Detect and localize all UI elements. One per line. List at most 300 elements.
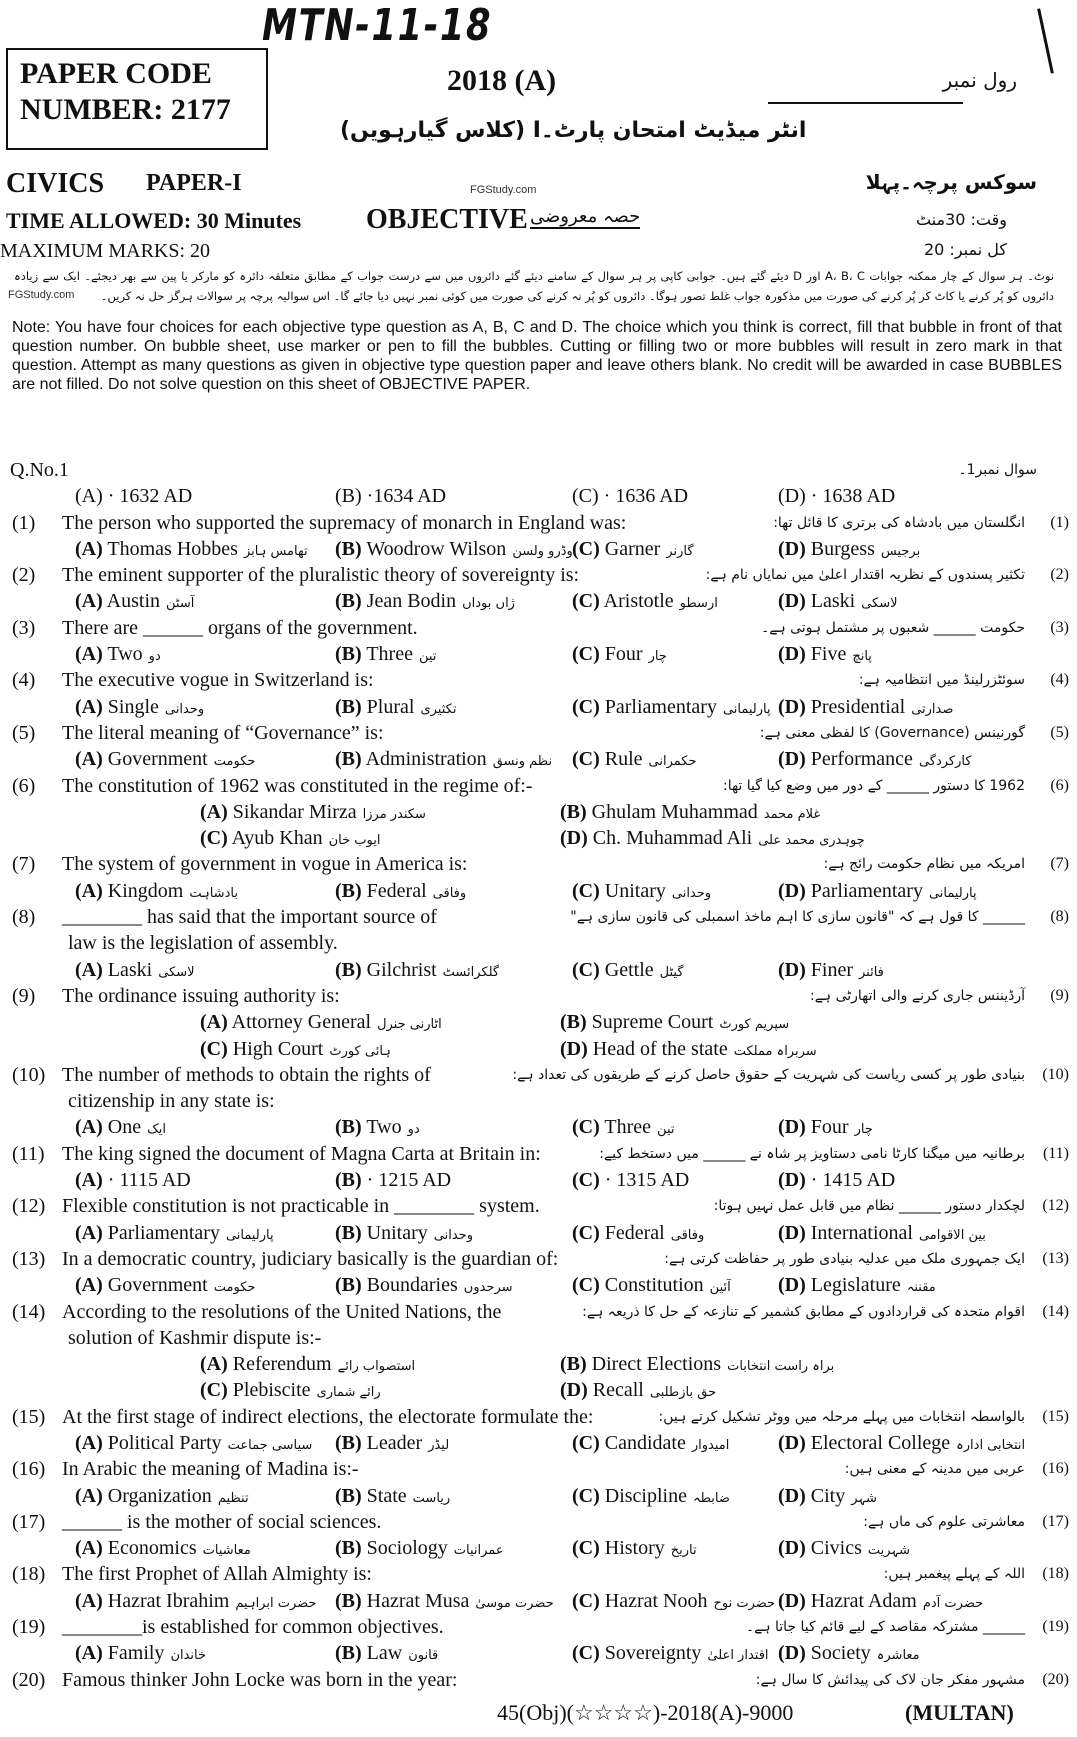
option-text: Gilchrist bbox=[366, 958, 437, 981]
option-text-urdu: عمرانیات bbox=[453, 1543, 504, 1559]
question-number-urdu: (3) bbox=[1050, 618, 1069, 636]
question-text: ______ is the mother of social sciences. bbox=[62, 1510, 382, 1533]
option-label: (A) bbox=[75, 537, 103, 560]
option-text-urdu: دو bbox=[407, 1122, 420, 1138]
option-text: Political Party bbox=[107, 1431, 222, 1454]
question-number-urdu: (17) bbox=[1042, 1512, 1069, 1530]
question-text-urdu: سوئٹزرلینڈ میں انتظامیہ ہے: bbox=[858, 672, 1025, 689]
option-label: (A) bbox=[75, 1221, 103, 1244]
question-number-urdu: (20) bbox=[1042, 1670, 1069, 1688]
exam-year: 2018 (A) bbox=[447, 64, 557, 97]
option-text-urdu: دو bbox=[148, 649, 161, 665]
option-c bbox=[572, 588, 718, 617]
option-text: Unitary bbox=[604, 879, 666, 902]
time-urdu: وقت: 30منٹ bbox=[915, 210, 1007, 229]
option-label: (C) bbox=[572, 1221, 600, 1244]
question-number-urdu: (4) bbox=[1050, 671, 1069, 689]
question-text: law is the legislation of assembly. bbox=[68, 932, 338, 955]
question-text-urdu: مشہور مفکر جان لاک کی پیدائش کا سال ہے: bbox=[755, 1671, 1025, 1688]
option-b bbox=[335, 1483, 450, 1512]
question-line bbox=[0, 720, 1077, 746]
option-text: Performance bbox=[810, 748, 913, 771]
question-line bbox=[0, 667, 1077, 693]
question-text: Flexible constitution is not practicable in ________ system. bbox=[62, 1195, 540, 1218]
option-c bbox=[572, 1272, 731, 1301]
options-row bbox=[0, 588, 1077, 614]
option-label: (B) bbox=[335, 1116, 362, 1139]
option-text: Four bbox=[604, 643, 643, 666]
option-label: (B) bbox=[560, 1011, 587, 1034]
option-a bbox=[75, 878, 238, 907]
option-text: State bbox=[366, 1484, 407, 1507]
option-c bbox=[572, 641, 667, 670]
option-text: Two bbox=[366, 1116, 402, 1139]
question-number-urdu: (9) bbox=[1050, 986, 1069, 1004]
option-text-urdu: گیٹل bbox=[659, 964, 684, 980]
question-number-urdu: (14) bbox=[1042, 1302, 1069, 1320]
option-a bbox=[75, 536, 308, 565]
question-text: The system of government in vogue in America is: bbox=[62, 853, 468, 876]
option-b bbox=[560, 799, 820, 828]
option-b bbox=[560, 1351, 834, 1380]
option-text: Federal bbox=[366, 879, 427, 902]
question-text: At the first stage of indirect elections, the electorate formulate the: bbox=[62, 1405, 594, 1428]
question-text-urdu: ایک جمہوری ملک میں عدلیہ بنیادی طور پر حفاظت کرتی ہے: bbox=[664, 1250, 1025, 1267]
option-label: (C) bbox=[572, 1537, 600, 1560]
option-a bbox=[75, 694, 204, 723]
option-text: Civics bbox=[810, 1537, 862, 1560]
option-c bbox=[572, 1588, 775, 1617]
question-line bbox=[0, 1456, 1077, 1482]
option-text-urdu: حکومت bbox=[213, 754, 256, 770]
option-text-urdu: حضرت آدم bbox=[922, 1595, 984, 1611]
question-text: The constitution of 1962 was constituted in the regime of:- bbox=[62, 774, 533, 797]
option-text: Four bbox=[810, 1116, 849, 1139]
question-line bbox=[0, 1667, 1077, 1693]
marks-urdu: کل نمبر: 20 bbox=[923, 240, 1007, 259]
question-number: (2) bbox=[12, 564, 36, 587]
option-d bbox=[778, 1272, 936, 1301]
section-title: OBJECTIVE bbox=[366, 204, 528, 235]
option-text-urdu: ضابطہ bbox=[692, 1490, 730, 1506]
option-a: (A) · 1632 AD bbox=[75, 485, 193, 508]
question-line bbox=[0, 983, 1077, 1009]
option-text-urdu: چار bbox=[648, 649, 667, 665]
question-text: ________ has said that the important source of bbox=[62, 906, 437, 929]
question-line bbox=[0, 1088, 1077, 1114]
option-label: (A) bbox=[200, 800, 228, 823]
option-text: Hazrat Nooh bbox=[604, 1589, 708, 1612]
question-text-urdu: آرڈیننس جاری کرنے والی اتھارٹی ہے: bbox=[810, 987, 1025, 1004]
option-label: (C) bbox=[572, 1642, 600, 1665]
option-label: (C) bbox=[572, 1274, 600, 1297]
qno-label-line bbox=[0, 457, 1077, 483]
option-label: (C) bbox=[200, 1037, 228, 1060]
option-text-urdu: تین bbox=[418, 649, 437, 665]
question-number: (1) bbox=[12, 511, 36, 534]
option-label: (A) bbox=[75, 748, 103, 771]
roll-number-label: رول نمبر bbox=[942, 68, 1017, 92]
options-row bbox=[0, 1483, 1077, 1509]
option-c bbox=[572, 1430, 729, 1459]
option-label: (A) bbox=[75, 695, 103, 718]
option-d bbox=[778, 1430, 1025, 1459]
option-d bbox=[778, 746, 972, 775]
option-a bbox=[200, 1351, 415, 1380]
option-text-urdu: وفاقی bbox=[670, 1227, 705, 1243]
option-text: Single bbox=[107, 695, 159, 718]
option-label: (D) bbox=[778, 1221, 806, 1244]
option-d bbox=[778, 536, 920, 565]
question-text: According to the resolutions of the United Nations, the bbox=[62, 1300, 502, 1323]
option-text: Supreme Court bbox=[591, 1011, 714, 1034]
option-text: Finer bbox=[810, 958, 853, 981]
option-text: Family bbox=[107, 1642, 165, 1665]
option-text-urdu: حضرت موسیٰ bbox=[475, 1595, 554, 1611]
question-number: (6) bbox=[12, 774, 36, 797]
option-text: Five bbox=[810, 643, 847, 666]
question-line bbox=[0, 615, 1077, 641]
option-text-urdu: وحدانی bbox=[671, 885, 712, 901]
option-text: Administration bbox=[365, 748, 487, 771]
option-text: Burgess bbox=[810, 537, 875, 560]
option-d bbox=[778, 1535, 910, 1564]
option-text: High Court bbox=[232, 1037, 324, 1060]
option-text-urdu: حکمرانی bbox=[648, 754, 697, 770]
option-label: (B) bbox=[335, 1274, 362, 1297]
option-text: Plural bbox=[366, 695, 415, 718]
option-a bbox=[75, 957, 195, 986]
option-c bbox=[572, 1114, 674, 1143]
time-allowed: TIME ALLOWED: 30 Minutes bbox=[6, 208, 302, 233]
options-row bbox=[0, 1640, 1077, 1666]
question-line bbox=[0, 1246, 1077, 1272]
question-text-urdu: معاشرتی علوم کی ماں ہے: bbox=[863, 1513, 1025, 1530]
option-label: (D) bbox=[778, 1589, 806, 1612]
option-text: Kingdom bbox=[107, 879, 184, 902]
option-text-urdu: معاشیات bbox=[202, 1543, 251, 1559]
option-b bbox=[335, 1220, 473, 1249]
option-text: Discipline bbox=[604, 1484, 687, 1507]
qno-label-urdu: سوال نمبر1۔ bbox=[958, 462, 1037, 478]
option-text: · 1215 AD bbox=[366, 1169, 452, 1192]
watermark: FGStudy.com bbox=[470, 184, 537, 196]
option-text-urdu: کارکردگی bbox=[918, 754, 972, 770]
option-b bbox=[335, 1535, 504, 1564]
option-text: City bbox=[810, 1484, 846, 1507]
option-text-urdu: لاسکی bbox=[158, 964, 195, 980]
option-text-urdu: تنظیم bbox=[217, 1490, 249, 1506]
option-b bbox=[335, 1430, 449, 1459]
option-c: (C) · 1636 AD bbox=[572, 485, 689, 508]
question-number: (8) bbox=[12, 906, 36, 929]
option-label: (D) bbox=[778, 1642, 806, 1665]
option-text-urdu: امیدوار bbox=[691, 1437, 730, 1453]
options-row bbox=[0, 799, 1077, 825]
option-text-urdu: تاریخ bbox=[670, 1543, 697, 1559]
option-a bbox=[75, 1220, 274, 1249]
option-d bbox=[778, 641, 872, 670]
option-text: Woodrow Wilson bbox=[366, 537, 507, 560]
option-text: Organization bbox=[107, 1484, 212, 1507]
option-label: (B) bbox=[335, 748, 362, 771]
paper-code-number: NUMBER: 2177 bbox=[20, 93, 231, 126]
option-text-urdu: سپریم کورٹ bbox=[719, 1017, 790, 1033]
option-b bbox=[335, 641, 436, 670]
maximum-marks: MAXIMUM MARKS: 20 bbox=[0, 240, 211, 262]
options-row bbox=[0, 1036, 1077, 1062]
options-row bbox=[0, 1535, 1077, 1561]
option-text-urdu: پارلیمانی bbox=[928, 885, 977, 901]
option-label: (B) bbox=[335, 1537, 362, 1560]
footer-city: (MULTAN) bbox=[905, 1700, 1014, 1725]
option-label: (C) bbox=[572, 643, 600, 666]
option-label: (D) bbox=[778, 1484, 806, 1507]
option-text: Ayub Khan bbox=[231, 827, 323, 850]
qno-options bbox=[0, 483, 1077, 509]
option-text-urdu: خاندان bbox=[170, 1648, 207, 1664]
option-b bbox=[335, 878, 466, 907]
option-text-urdu: حق بازطلبی bbox=[649, 1385, 717, 1401]
question-text: The eminent supporter of the pluralistic theory of sovereignty is: bbox=[62, 564, 580, 587]
question-number: (17) bbox=[12, 1510, 46, 1533]
option-text: Legislature bbox=[810, 1274, 901, 1297]
option-text-urdu: براہ راست انتخابات bbox=[727, 1359, 835, 1375]
question-number-urdu: (16) bbox=[1042, 1460, 1069, 1478]
option-text-urdu: وفاقی bbox=[432, 885, 467, 901]
option-label: (A) bbox=[200, 1353, 228, 1376]
option-label: (B) bbox=[335, 879, 362, 902]
option-d bbox=[778, 1483, 877, 1512]
option-label: (D) bbox=[778, 695, 806, 718]
question-text: ________is established for common objectives. bbox=[62, 1616, 444, 1639]
option-c bbox=[572, 878, 711, 907]
question-line bbox=[0, 1404, 1077, 1430]
options-row bbox=[0, 1351, 1077, 1377]
question-number-urdu: (6) bbox=[1050, 776, 1069, 794]
footer-code: 45(Obj)(☆☆☆☆)-2018(A)-9000 bbox=[497, 1700, 794, 1725]
question-number: (7) bbox=[12, 853, 36, 876]
option-label: (B) bbox=[335, 958, 362, 981]
options-row bbox=[0, 878, 1077, 904]
option-text: Recall bbox=[592, 1379, 644, 1402]
question-text: There are ______ organs of the government. bbox=[62, 616, 418, 639]
option-text-urdu: آسٹن bbox=[166, 596, 195, 612]
option-b bbox=[335, 536, 573, 565]
option-text-urdu: پارلیمانی bbox=[225, 1227, 274, 1243]
option-label: (B) bbox=[335, 1589, 362, 1612]
question-number: (18) bbox=[12, 1563, 46, 1586]
question-line bbox=[0, 1561, 1077, 1587]
question-number-urdu: (11) bbox=[1042, 1144, 1069, 1162]
question-text-urdu: برطانیہ میں میگنا کارٹا نامی دستاویز پر شاہ نے ______ میں دستخط کیے: bbox=[599, 1145, 1025, 1162]
options-row bbox=[0, 1114, 1077, 1140]
question-number: (10) bbox=[12, 1063, 46, 1086]
option-text-urdu: مقننہ bbox=[906, 1280, 936, 1296]
option-label: (B) bbox=[560, 1353, 587, 1376]
question-number: (3) bbox=[12, 616, 36, 639]
option-c bbox=[572, 1167, 689, 1193]
option-label: (A) bbox=[75, 590, 103, 613]
option-label: (D) bbox=[778, 1537, 806, 1560]
option-text-urdu: حضرت نوح bbox=[713, 1595, 776, 1611]
margin-mark bbox=[1037, 8, 1054, 73]
option-b bbox=[335, 1114, 420, 1143]
roll-number-line bbox=[768, 102, 963, 104]
option-text-urdu: ارسطو bbox=[679, 596, 718, 612]
question-number-urdu: (10) bbox=[1042, 1065, 1069, 1083]
option-text: International bbox=[810, 1221, 913, 1244]
option-label: (A) bbox=[75, 958, 103, 981]
question-text: The literal meaning of “Governance” is: bbox=[62, 721, 384, 744]
option-d bbox=[778, 694, 953, 723]
option-text-urdu: لاسکی bbox=[861, 596, 898, 612]
option-text: Leader bbox=[366, 1431, 423, 1454]
question-text-urdu: اقوام متحدہ کی قراردادوں کے مطابق کشمیر کے تنازعہ کے حل کا ذریعہ ہے: bbox=[582, 1303, 1025, 1320]
option-a bbox=[75, 1430, 312, 1459]
option-label: (A) bbox=[75, 1169, 103, 1192]
option-c bbox=[572, 1640, 769, 1669]
question-line bbox=[0, 1509, 1077, 1535]
question-line bbox=[0, 851, 1077, 877]
option-text: Sikandar Mirza bbox=[232, 800, 357, 823]
option-label: (C) bbox=[572, 537, 600, 560]
option-text-urdu: برجیس bbox=[880, 543, 921, 559]
option-text: One bbox=[107, 1116, 142, 1139]
options-row bbox=[0, 1220, 1077, 1246]
option-b bbox=[335, 588, 515, 617]
option-d: (D) · 1638 AD bbox=[778, 485, 896, 508]
option-label: (C) bbox=[572, 1116, 600, 1139]
question-line bbox=[0, 1325, 1077, 1351]
option-text-urdu: فائنر bbox=[858, 964, 884, 980]
option-text-urdu: حضرت ابراہیم bbox=[235, 1595, 317, 1611]
option-text-urdu: پارلیمانی bbox=[722, 701, 771, 717]
option-text: Parliamentary bbox=[107, 1221, 220, 1244]
watermark: FGStudy.com bbox=[8, 289, 75, 301]
option-c bbox=[572, 536, 694, 565]
question-line bbox=[0, 904, 1077, 930]
question-line bbox=[0, 510, 1077, 536]
option-text: Society bbox=[810, 1642, 871, 1665]
option-label: (C) bbox=[572, 590, 600, 613]
option-text-urdu: ایوب خان bbox=[328, 833, 381, 849]
question-text: The person who supported the supremacy of monarch in England was: bbox=[62, 511, 627, 534]
option-text: Ch. Muhammad Ali bbox=[592, 827, 753, 850]
option-label: (D) bbox=[778, 1274, 806, 1297]
option-d bbox=[778, 1167, 895, 1193]
option-text-urdu: تین bbox=[657, 1122, 675, 1138]
option-text: Aristotle bbox=[603, 590, 674, 613]
option-label: (A) bbox=[75, 1116, 103, 1139]
option-label: (C) bbox=[200, 1379, 228, 1402]
option-text: Thomas Hobbes bbox=[107, 537, 238, 560]
option-b bbox=[335, 1640, 438, 1669]
option-b bbox=[335, 694, 456, 723]
option-label: (B) bbox=[560, 800, 587, 823]
option-text: Hazrat Musa bbox=[366, 1589, 470, 1612]
option-text: Law bbox=[366, 1642, 403, 1665]
question-line bbox=[0, 1062, 1077, 1088]
option-text: Plebiscite bbox=[232, 1379, 311, 1402]
option-text: Three bbox=[604, 1116, 652, 1139]
option-d bbox=[778, 878, 977, 907]
option-label: (B) bbox=[335, 1169, 362, 1192]
option-b bbox=[335, 746, 552, 775]
option-text-urdu: صدارتی bbox=[911, 701, 954, 717]
option-text-urdu: بادشاہت bbox=[189, 885, 238, 901]
option-text: Government bbox=[107, 1274, 208, 1297]
option-label: (D) bbox=[778, 879, 806, 902]
option-label: (A) bbox=[75, 879, 103, 902]
option-label: (C) bbox=[572, 958, 600, 981]
question-text-urdu: بنیادی طور پر کسی ریاست کی شہریت کے حقوق حاصل کرنے کے طریقوں کی تعداد ہے: bbox=[512, 1066, 1025, 1083]
note-urdu: نوٹ۔ ہر سوال کے چار ممکنہ جوابات A، B، C اور D دیئے گئے ہیں۔ جوابی کاپی پر ہر سوال کے سامنے دیئے گئے دائروں میں سے درست جواب کے مطابق متعلقہ دائرہ کو مارکر یا پین سے بھر دیجئے۔ ایک سے زیادہ دائروں کو پُر کرنے یا کاٹ کر پُر کرنے کی صورت میں مذکورہ جواب غلط تصور ہوگا۔ دائروں کو پُر نہ کرنے کی صورت میں کوئی نمبر نہیں دیا جائے گا۔ اس سوالیہ پرچہ پر سوالات ہرگز حل نہ کریں۔ bbox=[14, 269, 1054, 303]
handwritten-code: MTN-11-18 bbox=[262, 0, 493, 51]
question-text: The king signed the document of Magna Carta at Britain in: bbox=[62, 1142, 541, 1165]
note-english: Note: You have four choices for each objective type question as A, B, C and D. The choice which you think is correct, fill that bubble in front of that question number. On bubble sheet, use marker or pen to fill the bubbles. Cutting or filling two or more bubbles will result in zero mark in that question. Attempt as many questions as given in objective type question paper and leave others blank. No credit will be awarded in case BUBBLES are not filled. Do not solve question on this sheet of OBJECTIVE PAPER. bbox=[12, 319, 1062, 393]
option-text-urdu: غلام محمد bbox=[763, 806, 821, 822]
question-line bbox=[0, 1299, 1077, 1325]
option-label: (B) bbox=[335, 695, 362, 718]
option-text-urdu: چار bbox=[854, 1122, 873, 1138]
option-text: · 1415 AD bbox=[810, 1169, 896, 1192]
option-text-urdu: بین الاقوامی bbox=[918, 1227, 986, 1243]
option-text-urdu: ژاں بوداں bbox=[462, 596, 515, 612]
option-label: (D) bbox=[560, 1379, 588, 1402]
option-text-urdu: سکندر مرزا bbox=[362, 806, 426, 822]
option-label: (C) bbox=[572, 1589, 600, 1612]
option-label: (C) bbox=[572, 1484, 600, 1507]
question-number: (16) bbox=[12, 1458, 46, 1481]
question-text-urdu: 1962 کا دستور ______ کے دور میں وضع کیا گیا تھا: bbox=[722, 777, 1025, 794]
paper-code-label: PAPER CODE bbox=[20, 57, 212, 90]
options-row bbox=[0, 957, 1077, 983]
question-text: The number of methods to obtain the rights of bbox=[62, 1063, 431, 1086]
option-a bbox=[75, 1483, 249, 1512]
option-b bbox=[335, 1588, 554, 1617]
option-text-urdu: معاشرہ bbox=[876, 1648, 920, 1664]
option-text: Parliamentary bbox=[810, 879, 923, 902]
options-row bbox=[0, 641, 1077, 667]
option-text: Boundaries bbox=[366, 1274, 458, 1297]
option-a bbox=[75, 1640, 206, 1669]
option-d bbox=[778, 1588, 983, 1617]
option-text: Federal bbox=[604, 1221, 665, 1244]
question-text-urdu: گورنینس (Governance) کا لفظی معنی ہے: bbox=[759, 724, 1025, 741]
question-text: In a democratic country, judiciary basically is the guardian of: bbox=[62, 1247, 559, 1270]
option-label: (C) bbox=[572, 1169, 600, 1192]
option-text: Unitary bbox=[366, 1221, 428, 1244]
option-text: Referendum bbox=[232, 1353, 332, 1376]
option-text-urdu: استصواب رائے bbox=[337, 1359, 416, 1375]
paper-number: PAPER-I bbox=[146, 170, 242, 196]
option-text-urdu: لیڈر bbox=[428, 1437, 450, 1453]
options-row bbox=[0, 536, 1077, 562]
option-text: · 1315 AD bbox=[604, 1169, 690, 1192]
question-number-urdu: (19) bbox=[1042, 1618, 1069, 1636]
option-text-urdu: شہر bbox=[851, 1490, 877, 1506]
option-d bbox=[560, 825, 865, 854]
option-label: (C) bbox=[572, 748, 600, 771]
option-text: Hazrat Adam bbox=[810, 1589, 917, 1612]
option-text-urdu: چوہدری محمد علی bbox=[758, 833, 865, 849]
option-text: Austin bbox=[106, 590, 161, 613]
question-text-urdu: حکومت ______ شعبوں پر مشتمل ہوتی ہے۔ bbox=[761, 619, 1025, 636]
option-d bbox=[778, 1220, 986, 1249]
option-text: Government bbox=[107, 748, 208, 771]
question-line bbox=[0, 1193, 1077, 1219]
